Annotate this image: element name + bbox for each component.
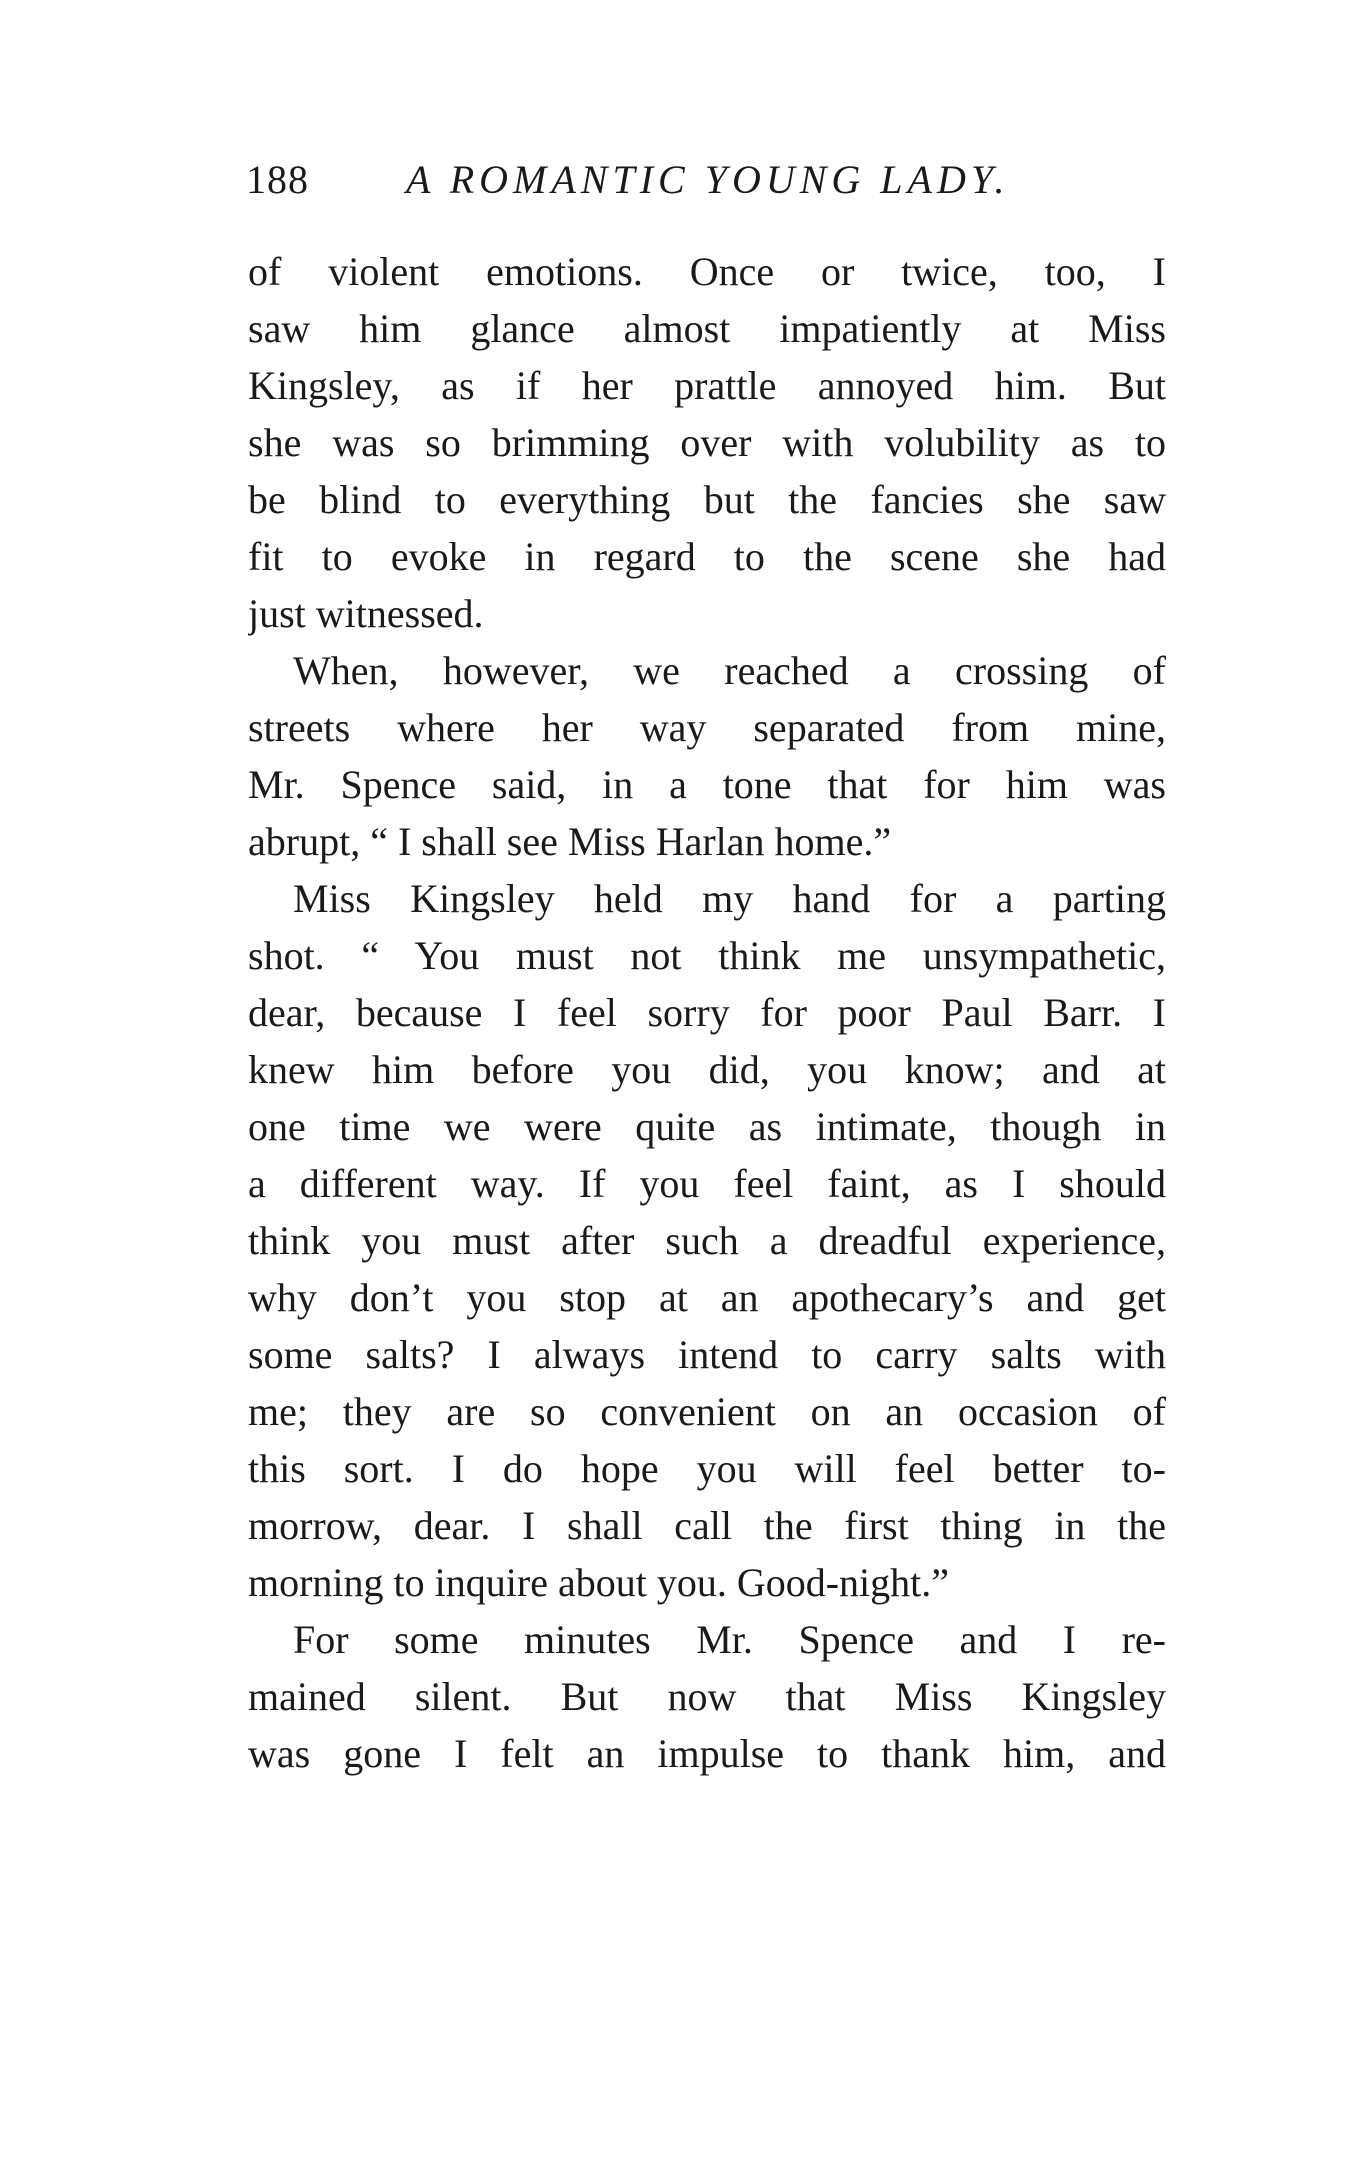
text-line: why don’t you stop at an apothecary’s and get <box>248 1275 1166 1320</box>
text-line: knew him before you did, you know; and at <box>248 1047 1166 1092</box>
text-line: fit to evoke in regard to the scene she had <box>248 534 1166 579</box>
text-line: think you must after such a dreadful experience, <box>248 1218 1166 1263</box>
text-line: When, however, we reached a crossing of <box>293 648 1166 693</box>
text-line: some salts? I always intend to carry salts with <box>248 1332 1166 1377</box>
text-line: Mr. Spence said, in a tone that for him was <box>248 762 1166 807</box>
text-line: she was so brimming over with volubility as to <box>248 420 1166 465</box>
text-line: just witnessed. <box>248 591 484 636</box>
text-line: mained silent. But now that Miss Kingsley <box>248 1674 1166 1719</box>
running-title: A ROMANTIC YOUNG LADY. <box>406 157 1010 202</box>
text-line: Kingsley, as if her prattle annoyed him. But <box>248 363 1166 408</box>
text-line: shot. “ You must not think me unsympathetic, <box>248 933 1166 978</box>
text-line: Miss Kingsley held my hand for a parting <box>293 876 1166 921</box>
text-line: was gone I felt an impulse to thank him, and <box>248 1731 1166 1776</box>
text-line: saw him glance almost impatiently at Miss <box>248 306 1166 351</box>
text-line: one time we were quite as intimate, though in <box>248 1104 1166 1149</box>
text-line: be blind to everything but the fancies she saw <box>248 477 1166 522</box>
running-head <box>246 150 1166 210</box>
text-line: a different way. If you feel faint, as I should <box>248 1161 1166 1206</box>
text-line: streets where her way separated from mine, <box>248 705 1166 750</box>
text-line: morrow, dear. I shall call the first thing in the <box>248 1503 1166 1548</box>
text-line: For some minutes Mr. Spence and I re- <box>293 1617 1166 1662</box>
text-line: dear, because I feel sorry for poor Paul Barr. I <box>248 990 1166 1035</box>
text-line: this sort. I do hope you will feel better to- <box>248 1446 1166 1491</box>
text-line: of violent emotions. Once or twice, too, I <box>248 249 1166 294</box>
body-text <box>248 243 1166 1782</box>
page-number: 188 <box>246 157 309 202</box>
text-line: morning to inquire about you. Good-night.” <box>248 1560 950 1605</box>
text-line: me; they are so convenient on an occasion of <box>248 1389 1166 1434</box>
text-line: abrupt, “ I shall see Miss Harlan home.” <box>248 819 892 864</box>
